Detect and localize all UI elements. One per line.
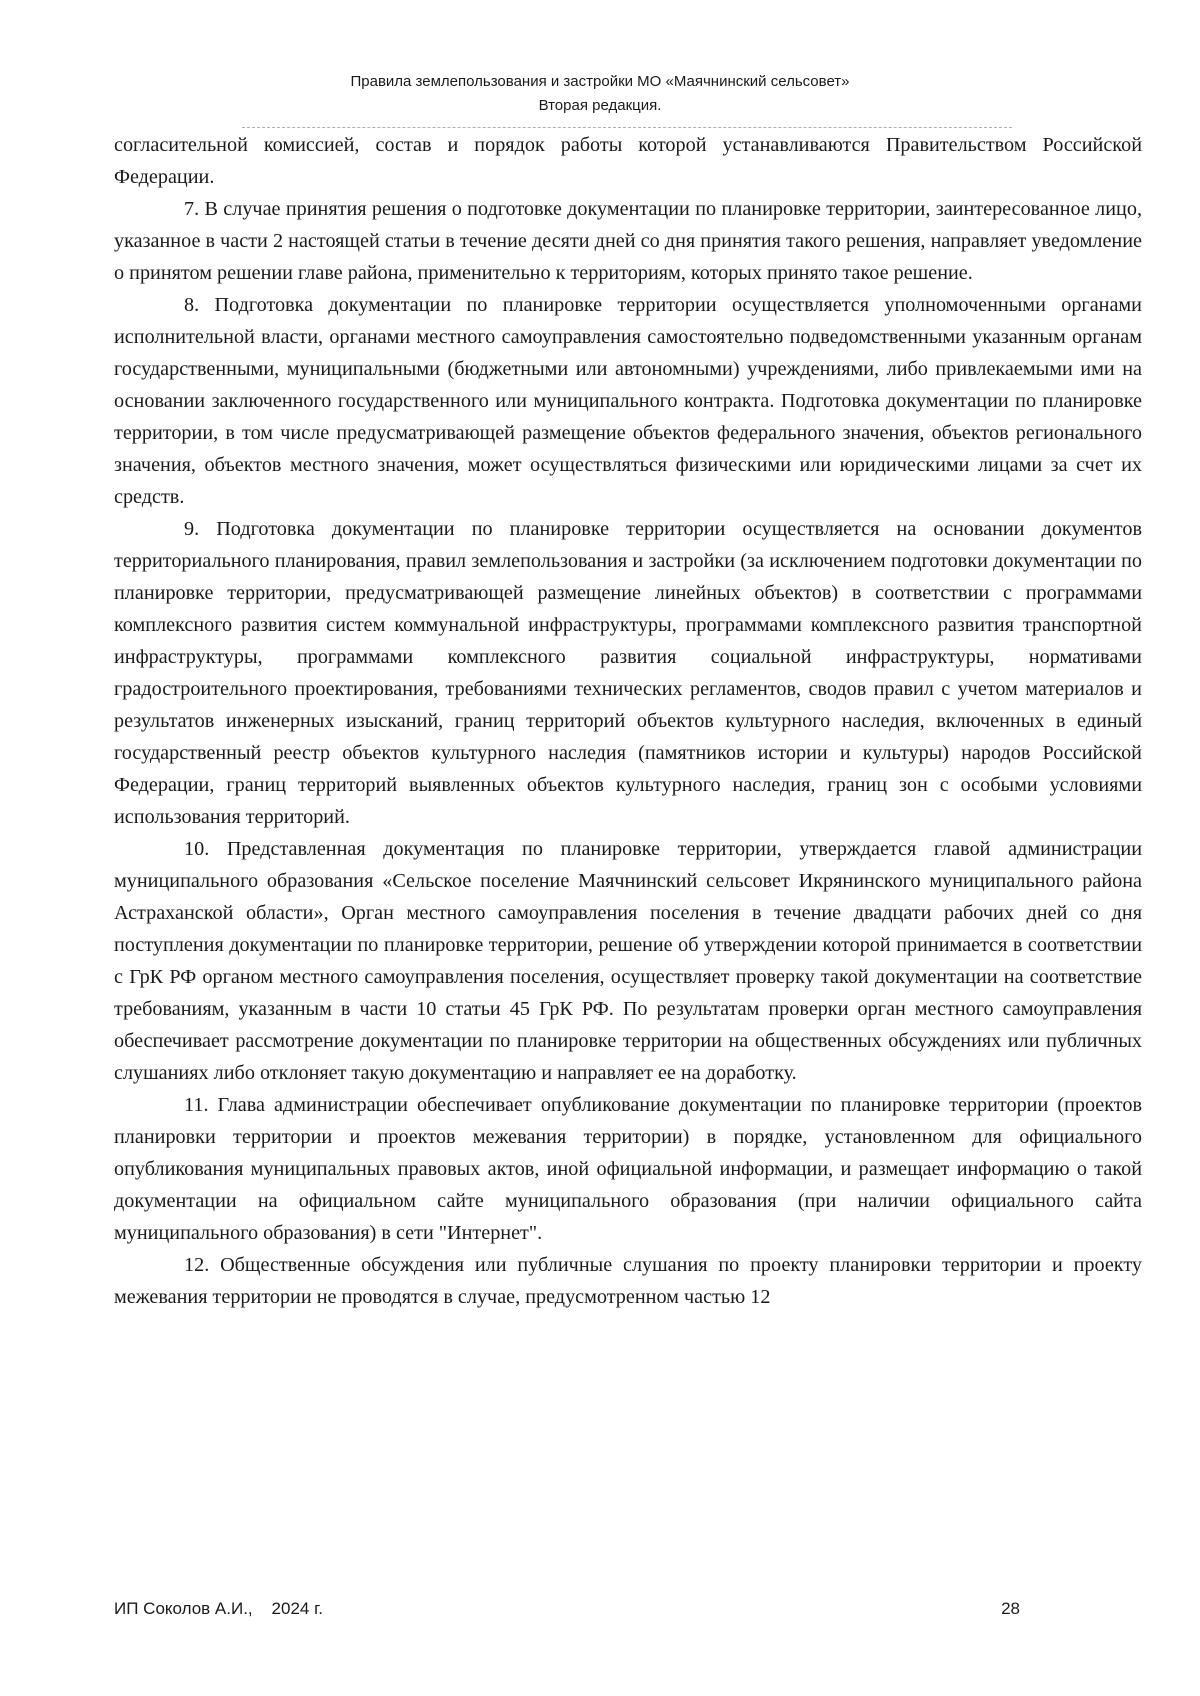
- paragraph-11: 11. Глава администрации обеспечивает опубликование документации по планировке территории (проектов планировки территории и проектов межевания территории) в порядке, установленном для официального опубликования муниципальных правовых актов, иной официальной информации, и размещает информацию о такой документации на официальном сайте муниципального образования (при наличии официального сайта муниципального образования) в сети "Интернет".: [114, 1094, 1142, 1244]
- footer-author: ИП Соколов А.И., 2024 г.: [114, 1599, 323, 1618]
- paragraph-9: 9. Подготовка документации по планировке территории осуществляется на основании документов территориального планирования, правил землепользования и застройки (за исключением подготовки документации по планировке территории, предусматривающей размещение линейных объектов) в соответствии с программами комплексного развития систем коммунальной инфраструктуры, программами комплексного развития транспортной инфраструктуры, программами комплексного развития социальной инфраструктуры, нормативами градостроительного проектирования, требованиями технических регламентов, сводов правил с учетом материалов и результатов инженерных изысканий, границ территорий объектов культурного наследия, включенных в единый государственный реестр объектов культурного наследия (памятников истории и культуры) народов Российской Федерации, границ территорий выявленных объектов культурного наследия, границ зон с особыми условиями использования территорий.: [114, 518, 1142, 828]
- document-title: Правила землепользования и застройки МО «Маячнинский сельсовет»: [350, 73, 850, 90]
- paragraph-10: 10. Представленная документация по планировке территории, утверждается главой администрации муниципального образования «Сельское поселение Маячнинский сельсовет Икрянинского муниципального района Астраханской области», Орган местного самоуправления поселения в течение двадцати рабочих дней со дня поступления документации по планировке территории, решение об утверждении которой принимается в соответствии с ГрК РФ органом местного самоуправления поселения, осуществляет проверку такой документации на соответствие требованиям, указанным в части 10 статьи 45 ГрК РФ. По результатам проверки орган местного самоуправления обеспечивает рассмотрение документации по планировке территории на общественных обсуждениях или публичных слушаниях либо отклоняет такую документацию и направляет ее на доработку.: [114, 838, 1142, 1084]
- paragraph-7: 7. В случае принятия решения о подготовке документации по планировке территории, заинтересованное лицо, указанное в части 2 настоящей статьи в течение десяти дней со дня принятия такого решения, направляет уведомление о принятом решении главе района, применительно к территориям, которых принято такое решение.: [114, 198, 1142, 284]
- document-edition: Вторая редакция.: [538, 97, 662, 114]
- paragraph-8: 8. Подготовка документации по планировке территории осуществляется уполномоченными органами исполнительной власти, органами местного самоуправления самостоятельно подведомственными указанным органам государственными, муниципальными (бюджетными или автономными) учреждениями, либо привлекаемыми ими на основании заключенного государственного или муниципального контракта. Подготовка документации по планировке территории, в том числе предусматривающей размещение объектов федерального значения, объектов регионального значения, объектов местного значения, может осуществляться физическими или юридическими лицами за счет их средств.: [114, 294, 1142, 508]
- paragraph-continuation: согласительной комиссией, состав и порядок работы которой устанавливаются Правительством Российской Федерации.: [114, 134, 1142, 188]
- document-body: [114, 129, 1142, 1313]
- header-divider: [242, 127, 1012, 128]
- paragraph-12: 12. Общественные обсуждения или публичные слушания по проекту планировки территории и проекту межевания территории не проводятся в случае, предусмотренном частью 12: [114, 1254, 1142, 1308]
- page-header: [0, 70, 1200, 118]
- page-number: 28: [1001, 1599, 1020, 1618]
